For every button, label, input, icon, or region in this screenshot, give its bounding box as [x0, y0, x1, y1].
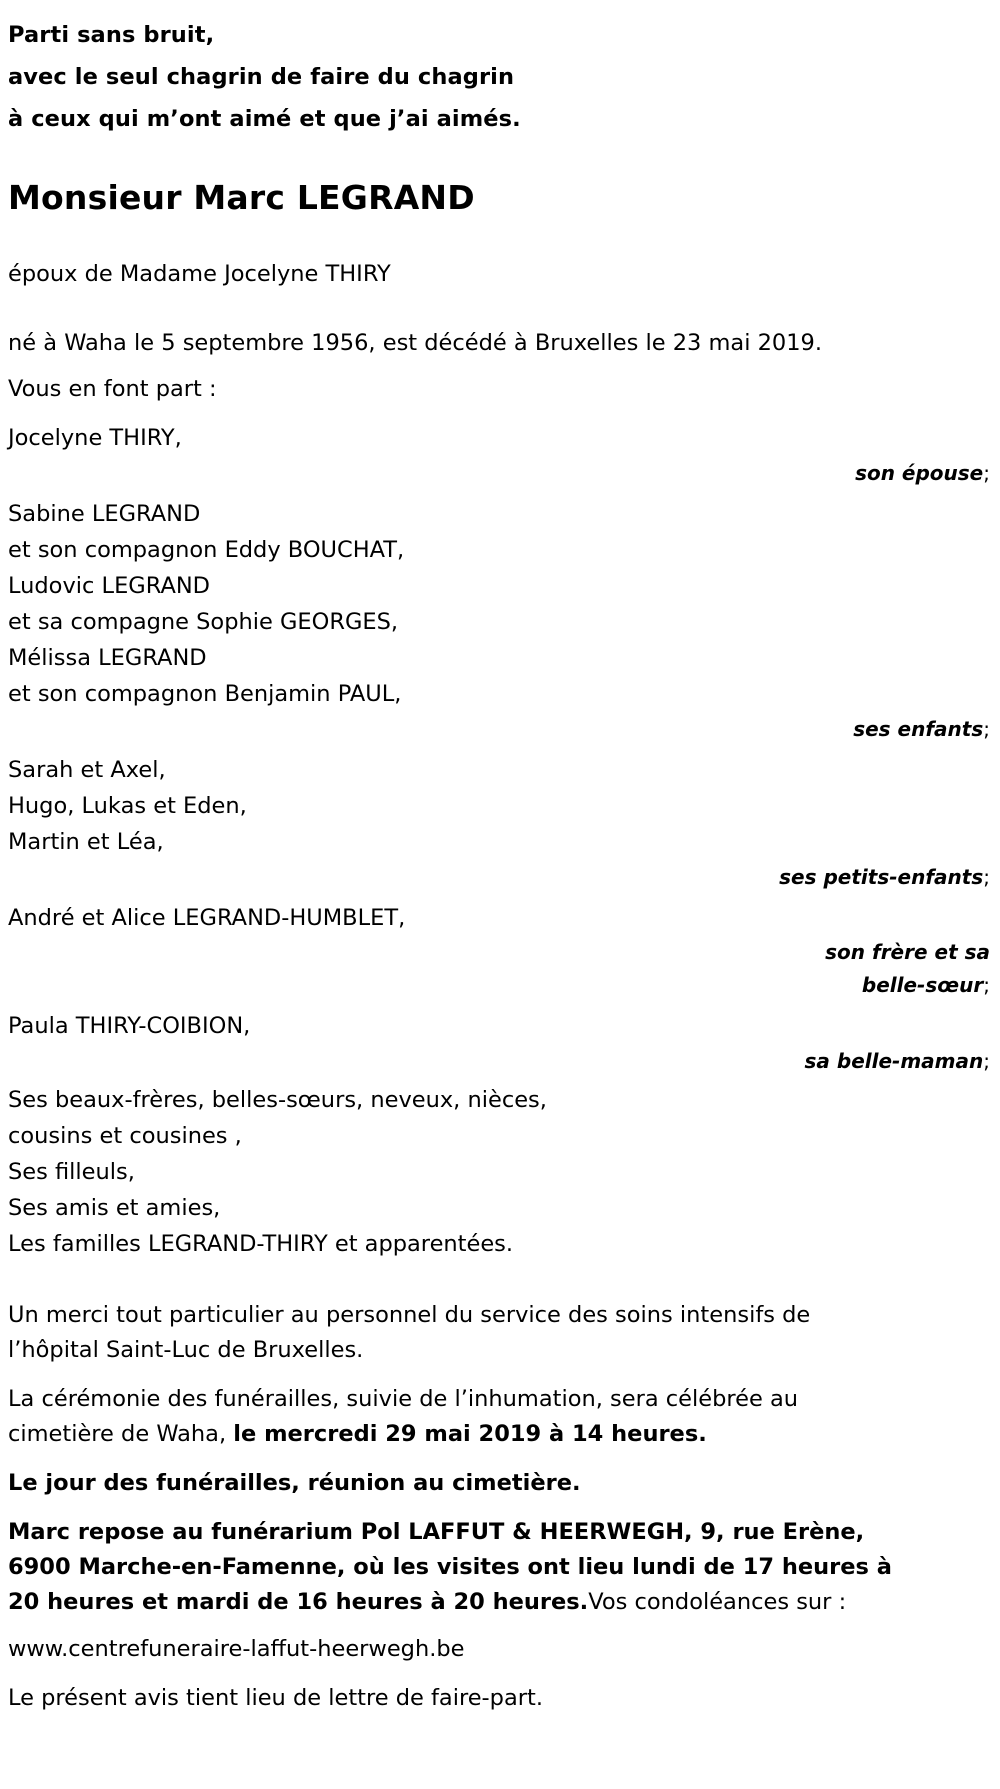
family-member-line: Ludovic LEGRAND — [8, 573, 210, 599]
relation-text: ses petits-enfants — [779, 865, 984, 889]
family-group — [8, 420, 992, 490]
closing-notice: Le présent avis tient lieu de lettre de faire-part. — [8, 1685, 543, 1711]
notices-block — [8, 1298, 992, 1716]
family-member-line: Mélissa LEGRAND — [8, 645, 207, 671]
spouse-of-line: époux de Madame Jocelyne THIRY — [8, 261, 391, 287]
epitaph-line-3: à ceux qui m’ont aimé et que j’ai aimés. — [8, 106, 521, 132]
extended-family-line: Ses filleuls, — [8, 1159, 135, 1185]
family-member-line: et son compagnon Benjamin PAUL, — [8, 681, 402, 707]
deceased-name: Monsieur Marc LEGRAND — [8, 178, 475, 217]
family-member-line: et son compagnon Eddy BOUCHAT, — [8, 537, 405, 563]
family-member-line: Paula THIRY-COIBION, — [8, 1013, 251, 1039]
family-group — [8, 752, 992, 894]
relation-text: belle-sœur — [861, 973, 984, 997]
condolences-website[interactable]: www.centrefuneraire-laffut-heerwegh.be — [8, 1636, 465, 1662]
relation-separator: ; — [983, 717, 990, 741]
announce-line: Vous en font part : — [8, 376, 217, 402]
relation-text: son épouse — [855, 461, 984, 485]
family-member-line: Sarah et Axel, — [8, 757, 166, 783]
thanks-paragraph — [8, 1298, 992, 1368]
epitaph-block — [8, 14, 992, 140]
relation-text: son frère et sa — [825, 940, 990, 964]
family-member-line: et sa compagne Sophie GEORGES, — [8, 609, 399, 635]
relation-text: ses enfants — [853, 717, 984, 741]
family-member-line: André et Alice LEGRAND-HUMBLET, — [8, 905, 406, 931]
relation-separator: ; — [983, 1049, 990, 1073]
family-member-line: Sabine LEGRAND — [8, 501, 201, 527]
relation-text: sa belle-maman — [804, 1049, 984, 1073]
family-group — [8, 900, 992, 1002]
relation-label-continued — [8, 969, 992, 1002]
relation-label — [8, 456, 992, 490]
ceremony-line-2 — [8, 1417, 992, 1452]
family-list — [8, 420, 992, 1262]
reunion-notice: Le jour des funérailles, réunion au cimetière. — [8, 1470, 581, 1496]
relation-separator: ; — [983, 461, 990, 485]
extended-family-line: Les familles LEGRAND-THIRY et apparentées. — [8, 1231, 514, 1257]
extended-family-line: Ses beaux-frères, belles-sœurs, neveux, nièces, — [8, 1087, 547, 1113]
family-member-line: Martin et Léa, — [8, 829, 164, 855]
ceremony-paragraph — [8, 1382, 992, 1452]
relation-label — [8, 712, 992, 746]
epitaph-line-2: avec le seul chagrin de faire du chagrin — [8, 64, 515, 90]
epitaph-line-1: Parti sans bruit, — [8, 22, 215, 48]
thanks-line-1: Un merci tout particulier au personnel du service des soins intensifs de — [8, 1302, 811, 1328]
family-member-line: Jocelyne THIRY, — [8, 425, 182, 451]
relation-label — [8, 936, 992, 969]
family-group — [8, 1008, 992, 1078]
condolences-label: Vos condoléances sur : — [588, 1589, 847, 1615]
family-group — [8, 496, 992, 746]
funerarium-line-3 — [8, 1585, 992, 1620]
relation-separator: ; — [983, 973, 990, 997]
extended-family-line: cousins et cousines , — [8, 1123, 242, 1149]
relation-label — [8, 1044, 992, 1078]
visiting-hours: 20 heures et mardi de 16 heures à 20 heures. — [8, 1589, 589, 1615]
extended-family-list — [8, 1082, 992, 1262]
funerarium-line-1: Marc repose au funérarium Pol LAFFUT & HEERWEGH, 9, rue Erène, — [8, 1519, 865, 1545]
ceremony-place: cimetière de Waha, — [8, 1421, 234, 1447]
extended-family-line: Ses amis et amies, — [8, 1195, 221, 1221]
ceremony-line-1: La cérémonie des funérailles, suivie de l’inhumation, sera célébrée au — [8, 1386, 799, 1412]
relation-label — [8, 860, 992, 894]
birth-death-line: né à Waha le 5 septembre 1956, est décédé à Bruxelles le 23 mai 2019. — [8, 330, 823, 356]
family-member-line: Hugo, Lukas et Eden, — [8, 793, 247, 819]
funerarium-paragraph — [8, 1515, 992, 1620]
relation-separator: ; — [983, 865, 990, 889]
ceremony-datetime: le mercredi 29 mai 2019 à 14 heures. — [233, 1421, 707, 1447]
thanks-line-2: l’hôpital Saint-Luc de Bruxelles. — [8, 1337, 364, 1363]
funerarium-line-2: 6900 Marche-en-Famenne, où les visites ont lieu lundi de 17 heures à — [8, 1554, 892, 1580]
